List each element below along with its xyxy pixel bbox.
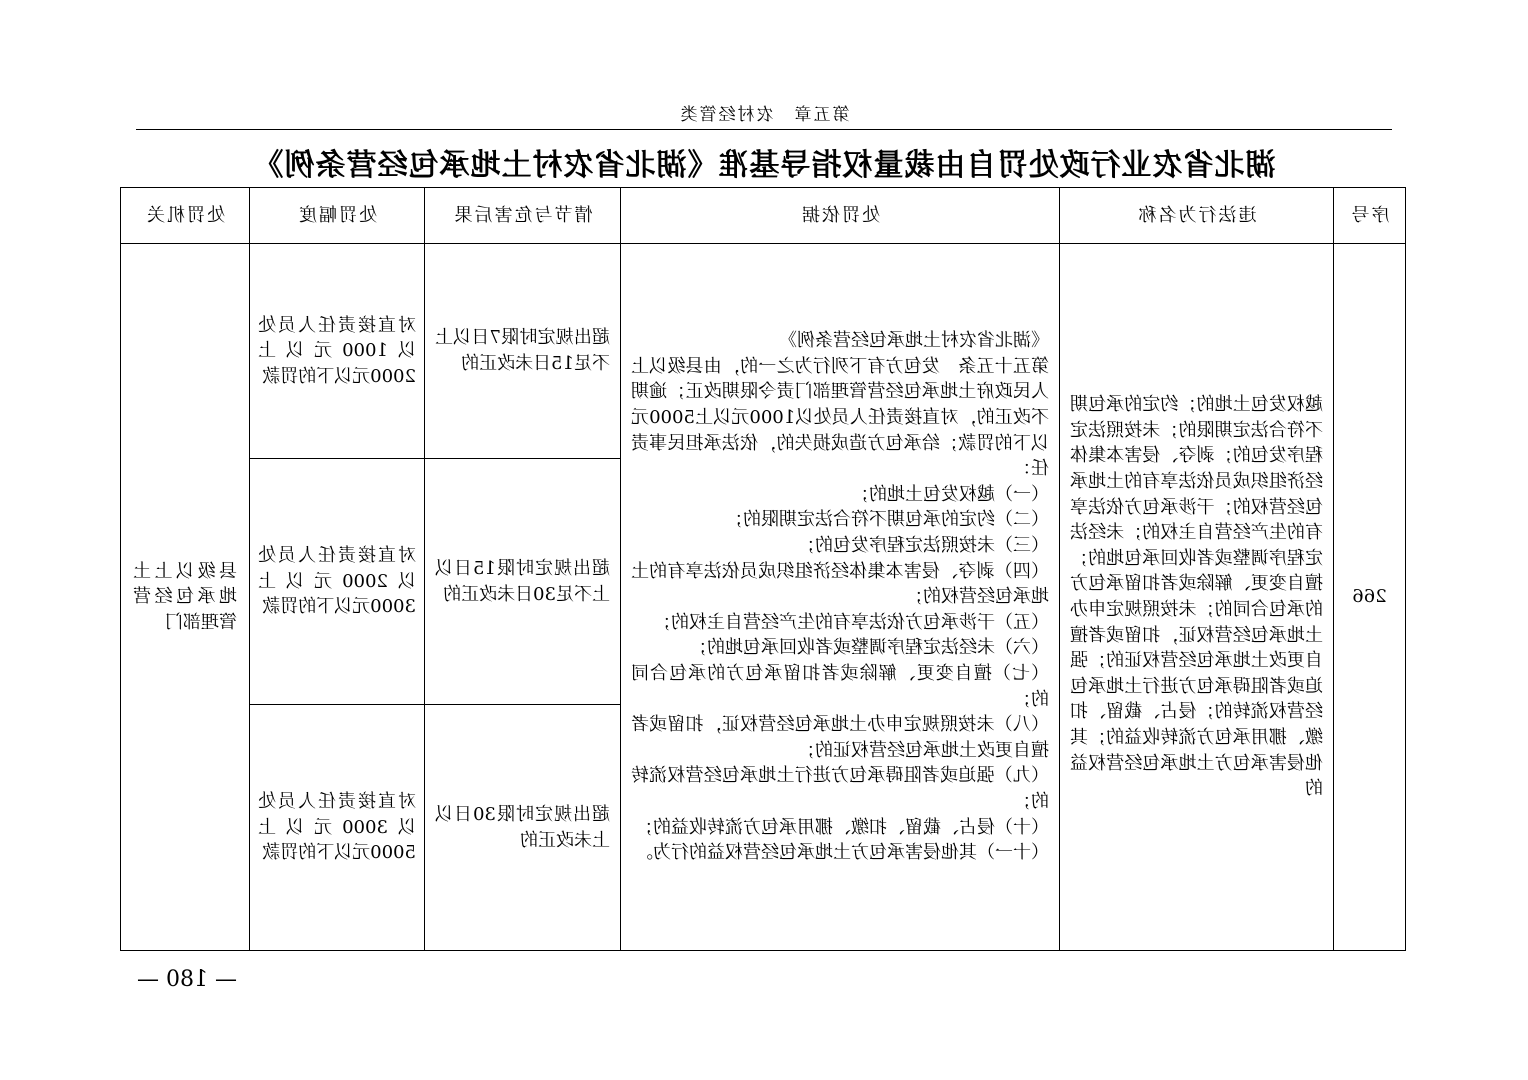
basis-line: 第五十五条 发包方有下列行为之一的，由县级以上人民政府土地承包经营管理部门责令限期改正；逾期不改正的，对直接责任人员处以1000元以上5000元以下的罚款；给承包方造成损失的，依法承担民事责任：: [631, 355, 1049, 480]
basis-line: （二）约定的承包期不符合法定期限的；: [725, 509, 1049, 531]
header-violation: 违法行为名称: [1060, 188, 1334, 244]
table-row: [121, 244, 1406, 459]
running-header: 第五章 农村经管类: [678, 105, 850, 125]
page-number: — 180 —: [137, 967, 237, 992]
penalty-cell: [250, 705, 425, 951]
header-number: 序号: [1334, 188, 1406, 244]
circumstance-text: 超出规定时限30日以上未改正的: [435, 803, 610, 851]
basis-line: （三）未按照法定程序发包的；: [797, 535, 1049, 557]
header-authority: 处罚机关: [121, 188, 250, 244]
header-circumstance: 情节与危害后果: [425, 188, 621, 244]
penalty-table: [120, 187, 1406, 951]
authority-text: 县级以上土地承包经营管理部门: [133, 560, 237, 633]
basis-line: （六）未经法定程序调整或者收回承包地的；: [689, 637, 1049, 659]
basis-line: （四）剥夺、侵害本集体经济组织成员依法享有的土地承包经营权的；: [631, 560, 1049, 608]
basis-line: 《湖北省农村土地承包经营条例》: [779, 330, 1049, 352]
basis-line: （九）强迫或者阻碍承包方进行土地承包经营权流转的；: [631, 765, 1049, 812]
violation-text: 越权发包土地的；约定的承包期不符合法定期限的；未按照法定程序发包的；剥夺、侵害本集体经济组织成员依法享有的土地承包经营权的；干涉承包方依法享有的生产经营自主权的；未经法定程序调整或者收回承包地的；擅自变更、解除或者扣留承包方的承包合同的；未按照规定申办土地承包经营权证，扣留或者擅自更改土地承包经营权证的；强迫或者阻碍承包方进行土地承包经营权流转的；侵占、截留、扣缴、挪用承包方流转收益的；其他侵害承包方土地承包经营权益的: [1070, 394, 1323, 800]
penalty-text: 对直接责任人员处以2000元以上3000元以下的罚款: [258, 545, 416, 618]
penalty-cell: [250, 459, 425, 705]
document-title: 湖北省农业行政处罚自由裁量权指导基准《湖北省农村土地承包经营条例》: [252, 148, 1276, 183]
circumstance-cell: [425, 705, 621, 951]
header-basis: 处罚依据: [621, 188, 1060, 244]
violation-cell: [1060, 244, 1334, 951]
basis-line: （五）干涉承包方依法享有的生产经营自主权的；: [653, 611, 1049, 633]
circumstance-text: 超出规定时限15日以上不足30日未改正的: [435, 557, 610, 605]
penalty-text: 对直接责任人员处以3000元以上5000元以下的罚款: [258, 791, 416, 864]
circumstance-cell: [425, 459, 621, 705]
circumstance-cell: [425, 244, 621, 459]
row-number: 266: [1334, 244, 1406, 951]
header-penalty: 处罚幅度: [250, 188, 425, 244]
authority-cell: [121, 244, 250, 951]
penalty-text: 对直接责任人员处以1000元以上2000元以下的罚款: [258, 314, 416, 387]
basis-line: （十一）其他侵害承包方土地承包经营权益的行为。: [635, 842, 1049, 864]
basis-line: （七）擅自变更、解除或者扣留承包方的承包合同的；: [631, 662, 1049, 710]
table-header-row: [121, 188, 1406, 244]
circumstance-text: 超出规定时限7日以上不足15日未改正的: [435, 327, 610, 374]
basis-line: （一）越权发包土地的；: [851, 483, 1049, 505]
basis-cell: [621, 244, 1060, 951]
basis-text: [631, 328, 1049, 865]
header-rule: [136, 129, 1392, 130]
penalty-cell: [250, 244, 425, 459]
basis-line: （十）侵占、截留、扣缴、挪用承包方流转收益的；: [635, 816, 1049, 838]
basis-line: （八）未按照规定申办土地承包经营权证，扣留或者擅自更改土地承包经营权证的；: [631, 714, 1049, 761]
